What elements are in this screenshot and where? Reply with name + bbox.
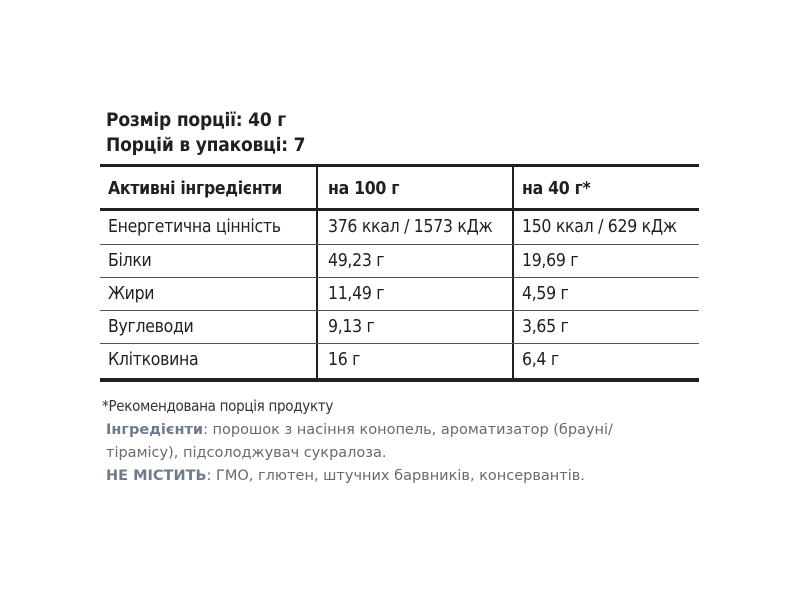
ingredients-label: Інгредієнти: [106, 422, 204, 438]
value-per-100g: 11,49 г: [328, 284, 385, 304]
table-bottom-rule: [100, 378, 699, 382]
value-per-serving: 150 ккал / 629 кДж: [522, 217, 677, 237]
serving-info: [106, 108, 305, 158]
nutrient-name: Вуглеводи: [108, 317, 194, 337]
ingredients-text-1: : порошок з насіння конопель, ароматизатор (брауні/: [203, 422, 613, 438]
nutrient-name: Енергетична цінність: [108, 217, 281, 237]
ingredients-text-2: тірамісу), підсолоджувач сукралоза.: [106, 445, 387, 461]
free-from-label: НЕ МІСТИТЬ: [106, 468, 207, 484]
table-row: [100, 344, 699, 376]
table-header-row: [100, 167, 699, 211]
value-per-100g: 16 г: [328, 350, 361, 370]
value-per-serving: 6,4 г: [522, 350, 559, 370]
header-per-100g: на 100 г: [328, 179, 400, 199]
servings-per-pack: Порцій в упаковці: 7: [106, 134, 306, 156]
value-per-serving: 19,69 г: [522, 251, 579, 271]
free-from-text: : ГМО, глютен, штучних барвників, консервантів.: [206, 468, 585, 484]
ingredients-line: [106, 419, 706, 442]
free-from-line: [106, 465, 706, 488]
product-description: [106, 419, 706, 488]
header-per-serving: на 40 г*: [522, 179, 591, 199]
table-row: [100, 311, 699, 343]
serving-size: Розмір порції: 40 г: [106, 109, 287, 131]
nutrient-name: Клітковина: [108, 350, 199, 370]
nutrient-name: Білки: [108, 251, 152, 271]
value-per-100g: 376 ккал / 1573 кДж: [328, 217, 493, 237]
table-row: [100, 278, 699, 310]
table-row: [100, 211, 699, 243]
nutrient-name: Жири: [108, 284, 155, 304]
header-ingredients: Активні інгредієнти: [108, 179, 282, 199]
value-per-100g: 49,23 г: [328, 251, 385, 271]
value-per-100g: 9,13 г: [328, 317, 375, 337]
serving-footnote: *Рекомендована порція продукту: [102, 397, 334, 415]
ingredients-line: [106, 442, 706, 465]
table-row: [100, 245, 699, 277]
value-per-serving: 3,65 г: [522, 317, 569, 337]
value-per-serving: 4,59 г: [522, 284, 569, 304]
